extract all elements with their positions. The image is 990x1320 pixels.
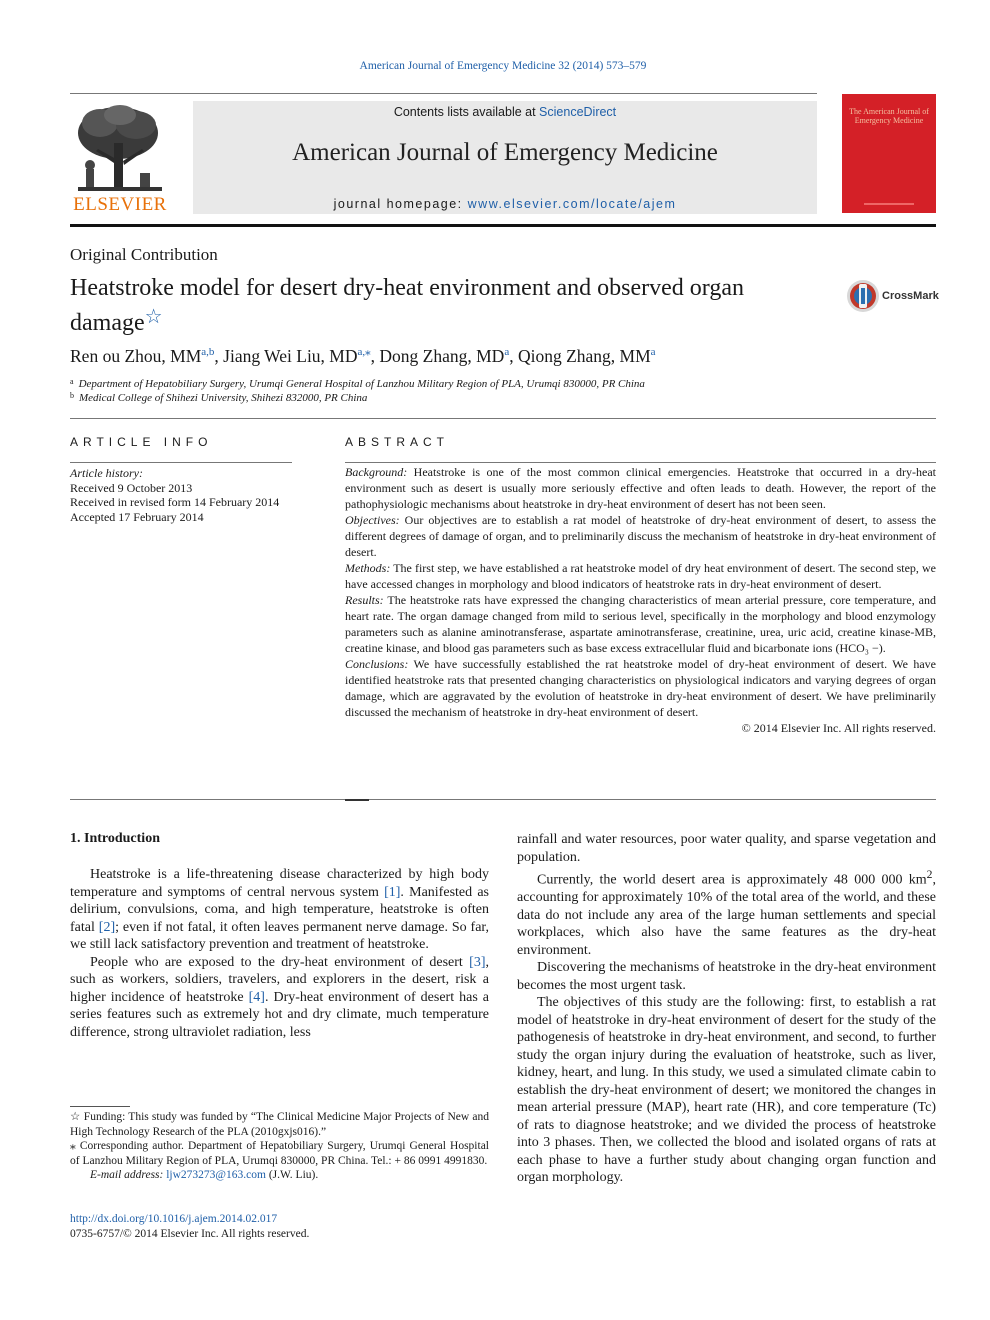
email-footnote — [70, 1168, 489, 1183]
body-text: , accounting for approximately 10% of the total area of the world, and these data do not include any area of the large human settlements and special workplaces, which also have the same features as the dry-heat environment. — [517, 872, 936, 958]
divider — [345, 462, 936, 463]
footnotes — [70, 1110, 489, 1183]
author-affiliation-mark[interactable]: a — [650, 346, 656, 358]
body-text: . Dry-heat environment of desert has a series features such as extremely hot and dry climate, much temperature difference, strong ultraviolet radiation, less — [70, 989, 490, 1040]
header-thick-rule — [70, 224, 936, 227]
elsevier-wordmark[interactable]: ELSEVIER — [73, 194, 167, 215]
author-affiliation-mark[interactable]: a,b — [201, 346, 215, 358]
body-paragraph — [70, 954, 489, 1042]
affiliation-text: Department of Hepatobiliary Surgery, Urumqi General Hospital of Lanzhou Military Region of PLA, Urumqi 830000, PR China — [78, 378, 645, 390]
citation-link[interactable]: [3] — [469, 954, 486, 970]
contents-line — [193, 105, 817, 119]
author-separator: , — [509, 346, 518, 366]
author-affiliation-mark[interactable]: a — [504, 346, 510, 358]
crossmark-label[interactable]: CrossMark — [882, 290, 939, 302]
cover-decoration — [864, 203, 914, 205]
contents-prefix: Contents lists available at — [393, 105, 540, 119]
affiliation-mark: a — [70, 377, 74, 386]
affiliation-text: Medical College of Shihezi University, Shihezi 832000, PR China — [79, 392, 368, 404]
crossmark-icon[interactable] — [846, 279, 880, 313]
abstract-heading: ABSTRACT — [345, 435, 450, 449]
superscript: 2 — [926, 868, 933, 881]
article-history — [70, 466, 300, 524]
body-text: Heatstroke is a life-threatening disease characterized by high body temperature and symptoms of central nervous system — [70, 867, 489, 900]
abstract-text: Heatstroke is one of the most common clinical emergencies. Heatstroke that occurred in a dry-heat environment such as desert is usually more seriously effective and often leads to death. However, the report of the pathophysiologic mechanisms about heatstroke in dry-heat environment of desert has not been seen. — [345, 465, 936, 511]
author-separator: , — [214, 346, 224, 366]
abstract-label: Methods: — [345, 561, 391, 575]
footnote-rule — [70, 1106, 130, 1107]
history-label: Article history: — [70, 466, 143, 480]
abstract-label: Objectives: — [345, 513, 400, 527]
issn-line: 0735-6757/© 2014 Elsevier Inc. All rights reserved. — [70, 1228, 310, 1240]
email-label: E-mail address: — [90, 1169, 164, 1181]
received-date: Received 9 October 2013 — [70, 480, 193, 495]
abstract-label: Results: — [345, 593, 384, 607]
journal-reference[interactable]: American Journal of Emergency Medicine 32 (2014) 573–579 — [359, 60, 647, 72]
author-name[interactable]: Qiong Zhang, MM — [517, 346, 651, 366]
abstract-objectives — [345, 512, 936, 560]
abstract-label: Background: — [345, 465, 408, 479]
body-text: Currently, the world desert area is approximately 48 000 000 km — [537, 872, 927, 888]
body-paragraph: Discovering the mechanisms of heatstroke in the dry-heat environment becomes the most urgent task. — [517, 960, 936, 993]
top-rule — [70, 93, 817, 94]
author-list — [70, 345, 656, 367]
article-title-text: Heatstroke model for desert dry-heat environment and observed organ damage — [70, 275, 744, 336]
body-paragraph — [517, 866, 936, 959]
abstract-background — [345, 464, 936, 512]
citation-link[interactable]: [4] — [248, 989, 265, 1005]
abstract-label: Conclusions: — [345, 657, 409, 671]
body-paragraph — [70, 866, 489, 954]
footnote-text: Funding: This study was funded by “The Clinical Medicine Major Projects of New and High Technology Research of the PLA (2010gxjs016).” — [70, 1111, 490, 1138]
cover-title: The American Journal of Emergency Medicine — [849, 107, 929, 125]
divider — [70, 799, 936, 800]
author-name[interactable]: Ren ou Zhou, MM — [70, 346, 202, 366]
body-paragraph: rainfall and water resources, poor water quality, and sparse vegetation and population. — [517, 832, 936, 865]
revised-date: Received in revised form 14 February 2014 — [70, 495, 280, 509]
sciencedirect-link[interactable]: ScienceDirect — [539, 105, 617, 119]
abstract-body — [345, 464, 936, 736]
homepage-link[interactable]: www.elsevier.com/locate/ajem — [467, 197, 677, 211]
body-column-left — [70, 866, 489, 1041]
footnote-star-icon: ☆ — [70, 1111, 81, 1123]
affiliation-b — [70, 391, 367, 404]
funding-footnote — [70, 1110, 489, 1139]
title-footnote-star-icon[interactable]: ☆ — [144, 306, 163, 328]
citation-link[interactable]: [1] — [384, 884, 401, 900]
abstract-conclusions — [345, 656, 936, 720]
abstract-results — [345, 592, 936, 656]
body-text: ; even if not fatal, it often leaves permanent nerve damage. So far, we still lack satisfactory prevention and treatment of heatstroke. — [70, 919, 490, 952]
homepage-line — [193, 197, 817, 211]
affiliation-a — [70, 377, 645, 390]
abstract-text: We have successfully established the rat heatstroke model of dry-heat environment of desert. We have identified heatstroke rats that presented changing characteristics on physiological indicators and varying degrees of organ damage, which are aggravated by the evolution of heatstroke in dry-heat environment of desert. We have preliminarily discussed the mechanism of heatstroke in dry-heat environment of desert. — [345, 657, 936, 719]
email-link[interactable]: ljw273273@163.com — [166, 1169, 266, 1181]
body-text: . Manifested as delirium, convulsions, coma, and high temperature, heatstroke is often fatal — [70, 884, 489, 935]
abstract-text: Our objectives are to establish a rat model of heatstroke of dry-heat environment of desert, to assess the different degrees of damage of organ, and to preliminarily discuss the mechanism of heatstroke in dry-heat environment of desert. — [345, 513, 936, 559]
body-text: , such as workers, soldiers, travelers, and explorers in the desert, risk a higher incidence of heatstroke — [70, 954, 489, 1005]
section-label: Original Contribution — [70, 245, 218, 264]
divider — [70, 418, 936, 419]
divider — [70, 462, 292, 463]
corresponding-footnote — [70, 1139, 489, 1168]
body-column-right — [517, 831, 936, 1187]
affiliation-mark: b — [70, 391, 74, 400]
homepage-prefix: journal homepage: — [333, 197, 468, 211]
abstract-text: The first step, we have established a rat heatstroke model of dry heat environment of desert. The second step, we have accessed changes in morphology and blood indicators of heatstroke rats in dry-heat environment of desert. — [345, 561, 936, 591]
email-suffix: (J.W. Liu). — [265, 1169, 319, 1181]
body-text: People who are exposed to the dry-heat environment of desert — [90, 954, 470, 970]
journal-title: American Journal of Emergency Medicine — [292, 139, 718, 166]
author-name[interactable]: Jiang Wei Liu, MD — [223, 346, 358, 366]
author-name[interactable]: Dong Zhang, MD — [379, 346, 505, 366]
footnote-text: Corresponding author. Department of Hepatobiliary Surgery, Urumqi General Hospital of Lanzhou Military Region of PLA, Urumqi 830000, PR China. Tel.: + 86 0991 4991830. — [70, 1140, 489, 1167]
abstract-methods — [345, 560, 936, 592]
author-separator: , — [370, 346, 380, 366]
divider-accent — [345, 799, 369, 801]
doi-link[interactable]: http://dx.doi.org/10.1016/j.ajem.2014.02.017 — [70, 1213, 278, 1225]
body-paragraph: The objectives of this study are the following: first, to establish a rat model of heatstroke in dry-heat environment of desert for the study of the pathogenesis of heatstroke in dry-heat environment, and second, to further study the organ injury during the evaluation of heatstroke, such as liver, kidney, heart, and lung. In this study, we used a simulated climate cabin to establish the dry-heat environment of desert; we monitored the changes in mean arterial pressure (MAP), heart rate (HR), and core temperature (Tc) of rats to diagnose heatstroke; and we divided the process of heatstroke into 3 phases. Then, we collected the blood and isolated organs of rats at each phase to have a further study about changing organ function and organ morphology. — [517, 995, 936, 1186]
introduction-heading: 1. Introduction — [70, 831, 160, 846]
article-title — [70, 274, 790, 338]
abstract-text: The heatstroke rats have expressed the changing characteristics of mean arterial pressure, core temperature, and heart rate. The organ damage changed from mild to serious level, specifically in the morphology and blood enzymology parameters such as alanine aminotransferase, aspartate aminotransferase, creatinine, urea, uric acid, creatine kinase-MB, creatine kinase, and blood gas parameters such as base excess extracellular fluid and bicarbonate ions (HCO₃ −). — [345, 593, 936, 655]
accepted-date: Accepted 17 February 2014 — [70, 509, 204, 524]
footnote-asterisk-icon: ⁎ — [70, 1140, 76, 1152]
citation-link[interactable]: [2] — [98, 919, 116, 935]
article-info-heading: ARTICLE INFO — [70, 435, 213, 449]
copyright: © 2014 Elsevier Inc. All rights reserved. — [741, 721, 936, 735]
author-affiliation-mark[interactable]: a,⁎ — [357, 346, 371, 358]
